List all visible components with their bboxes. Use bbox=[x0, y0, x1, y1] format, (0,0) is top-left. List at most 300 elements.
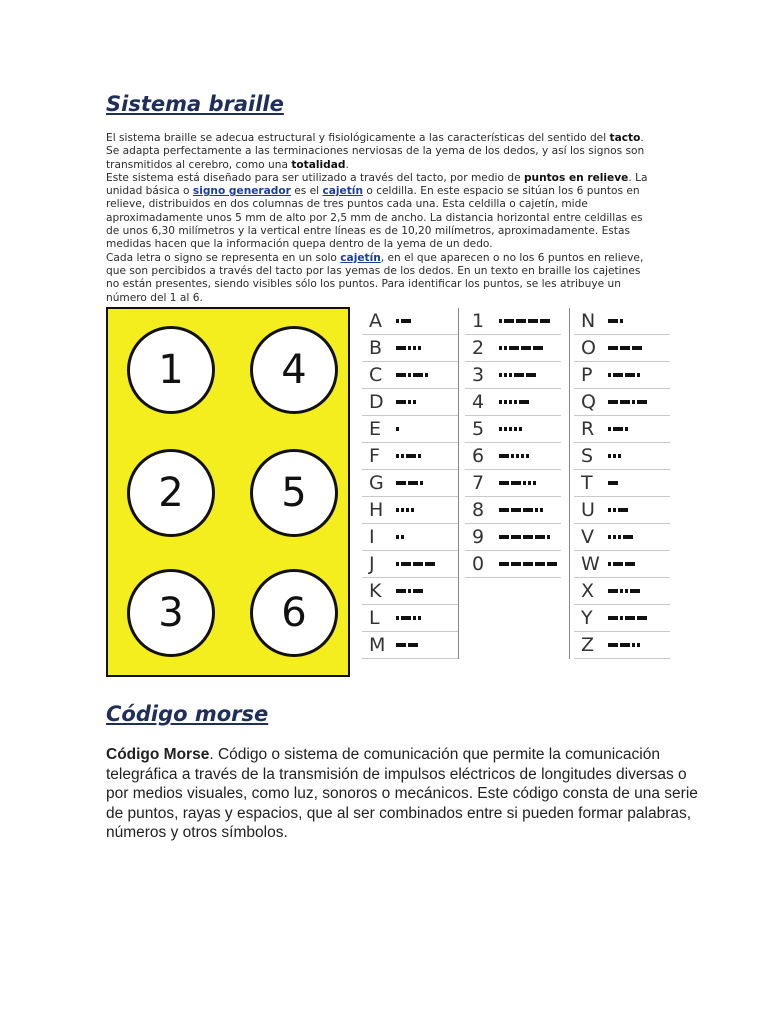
morse-row bbox=[362, 335, 458, 362]
morse-dash bbox=[630, 589, 640, 593]
morse-row bbox=[574, 470, 670, 497]
morse-dot bbox=[547, 535, 550, 539]
morse-dot bbox=[637, 643, 640, 647]
morse-dot bbox=[499, 346, 502, 350]
braille-cell-diagram bbox=[106, 307, 350, 677]
morse-code bbox=[499, 342, 545, 354]
morse-dot bbox=[499, 319, 502, 323]
morse-dash bbox=[608, 319, 618, 323]
morse-code bbox=[396, 450, 423, 462]
text-run: medidas hacen que la información quepa dentro de la yema de un dedo. bbox=[106, 238, 493, 251]
braille-paragraph-line bbox=[106, 185, 666, 198]
morse-code bbox=[499, 369, 538, 381]
morse-dash bbox=[540, 319, 550, 323]
morse-dot bbox=[620, 319, 623, 323]
morse-row bbox=[465, 524, 561, 551]
morse-character: I bbox=[369, 526, 375, 548]
morse-code bbox=[396, 315, 413, 327]
morse-row bbox=[465, 497, 561, 524]
morse-dash bbox=[499, 481, 509, 485]
morse-row bbox=[362, 470, 458, 497]
table-column-divider bbox=[569, 308, 570, 659]
morse-section-title: Código morse bbox=[106, 702, 269, 726]
morse-character: S bbox=[581, 445, 594, 467]
morse-character: W bbox=[581, 553, 600, 575]
morse-character: T bbox=[581, 472, 593, 494]
morse-dot bbox=[504, 373, 507, 377]
text-run: relieve, distribuidos en dos columnas de tres puntos cada una. Esta celdilla o cajetín, mide bbox=[106, 198, 588, 211]
morse-dot bbox=[632, 643, 635, 647]
morse-code bbox=[396, 369, 430, 381]
morse-code bbox=[608, 612, 649, 624]
morse-character: Z bbox=[581, 634, 595, 656]
morse-row bbox=[465, 389, 561, 416]
morse-character: 4 bbox=[472, 391, 485, 413]
morse-character: M bbox=[369, 634, 386, 656]
morse-dot bbox=[618, 535, 621, 539]
braille-paragraph-line bbox=[106, 172, 666, 185]
braille-paragraph-line bbox=[106, 238, 666, 251]
morse-dot bbox=[408, 346, 411, 350]
morse-dot bbox=[523, 481, 526, 485]
text-run: unidad básica o bbox=[106, 185, 193, 198]
text-run: es el bbox=[290, 185, 323, 198]
morse-dot bbox=[540, 508, 543, 512]
morse-character: A bbox=[369, 310, 382, 332]
morse-dot bbox=[408, 589, 411, 593]
morse-dot bbox=[514, 427, 517, 431]
morse-dash bbox=[625, 373, 635, 377]
morse-dash bbox=[620, 400, 630, 404]
morse-dot bbox=[625, 427, 628, 431]
morse-code bbox=[396, 504, 416, 516]
text-run: por medios visuales, como luz, sonoros o mecánicos. Este código consta de una serie bbox=[106, 785, 698, 803]
morse-dot bbox=[632, 400, 635, 404]
morse-dot bbox=[620, 616, 623, 620]
morse-dash bbox=[637, 616, 647, 620]
bold-text: Código Morse bbox=[106, 746, 210, 763]
bold-text: totalidad bbox=[291, 158, 346, 171]
text-run: aproximadamente unos 5 mm de alto por 2,5 mm de ancho. La distancia horizontal entre celdillas es bbox=[106, 211, 643, 224]
morse-dot bbox=[637, 373, 640, 377]
morse-dot bbox=[516, 454, 519, 458]
bold-text: tacto bbox=[609, 132, 641, 144]
morse-dash bbox=[413, 373, 423, 377]
braille-paragraph-line bbox=[106, 225, 666, 238]
morse-dash bbox=[523, 535, 533, 539]
morse-row bbox=[465, 416, 561, 443]
morse-code bbox=[608, 342, 644, 354]
morse-dot bbox=[608, 427, 611, 431]
text-run: número del 1 al 6. bbox=[106, 291, 203, 304]
morse-character: O bbox=[581, 337, 596, 359]
morse-character: N bbox=[581, 310, 596, 332]
text-run: El sistema braille se adecua estructural y fisiológicamente a las características del sentido del bbox=[106, 132, 610, 144]
morse-row bbox=[574, 551, 670, 578]
morse-row bbox=[574, 632, 670, 659]
morse-row bbox=[362, 551, 458, 578]
morse-dot bbox=[608, 454, 611, 458]
morse-character: K bbox=[369, 580, 382, 602]
morse-character: E bbox=[369, 418, 382, 440]
morse-code bbox=[396, 585, 425, 597]
morse-row bbox=[465, 551, 561, 578]
morse-paragraph-line bbox=[106, 765, 687, 785]
morse-character: B bbox=[369, 337, 383, 359]
text-run: o celdilla. En este espacio se sitúan los 6 puntos en bbox=[362, 185, 640, 198]
morse-row bbox=[362, 524, 458, 551]
morse-row bbox=[574, 443, 670, 470]
morse-character: Y bbox=[581, 607, 593, 629]
morse-row bbox=[362, 443, 458, 470]
morse-dash bbox=[528, 319, 538, 323]
braille-paragraph-line bbox=[106, 278, 666, 291]
morse-character: V bbox=[581, 526, 594, 548]
morse-row bbox=[362, 416, 458, 443]
morse-dash bbox=[618, 508, 628, 512]
morse-dash bbox=[413, 589, 423, 593]
braille-paragraph-line bbox=[106, 132, 666, 145]
morse-paragraph-line bbox=[106, 823, 666, 843]
braille-section-title: Sistema braille bbox=[106, 92, 284, 116]
morse-code bbox=[499, 423, 524, 435]
morse-dot bbox=[504, 400, 507, 404]
morse-dot bbox=[504, 427, 507, 431]
morse-dot bbox=[413, 346, 416, 350]
morse-dot bbox=[613, 508, 616, 512]
morse-dash bbox=[608, 346, 618, 350]
morse-dash bbox=[408, 643, 418, 647]
braille-description bbox=[106, 132, 666, 305]
morse-code bbox=[499, 396, 531, 408]
morse-row bbox=[362, 578, 458, 605]
morse-dash bbox=[396, 589, 406, 593]
morse-dash bbox=[401, 616, 411, 620]
morse-code bbox=[396, 477, 425, 489]
morse-dash bbox=[632, 346, 642, 350]
morse-character: 8 bbox=[472, 499, 485, 521]
morse-dash bbox=[396, 373, 406, 377]
morse-dot bbox=[509, 373, 512, 377]
morse-character: 0 bbox=[472, 553, 485, 575]
morse-dot bbox=[396, 319, 399, 323]
morse-dash bbox=[526, 373, 536, 377]
morse-dot bbox=[418, 616, 421, 620]
braille-paragraph-line bbox=[106, 212, 666, 225]
morse-dash bbox=[499, 508, 509, 512]
morse-code bbox=[396, 342, 423, 354]
morse-dash bbox=[401, 319, 411, 323]
morse-character: D bbox=[369, 391, 384, 413]
morse-dot bbox=[625, 589, 628, 593]
morse-dash bbox=[499, 562, 509, 566]
bold-text: puntos en relieve bbox=[523, 171, 629, 184]
morse-code bbox=[608, 639, 642, 651]
morse-character: U bbox=[581, 499, 595, 521]
morse-dot bbox=[401, 535, 404, 539]
morse-dash bbox=[499, 535, 509, 539]
morse-dash bbox=[396, 400, 406, 404]
braille-dot-4: 4 bbox=[250, 326, 338, 414]
morse-description bbox=[106, 745, 698, 843]
morse-dash bbox=[608, 643, 618, 647]
morse-dot bbox=[509, 427, 512, 431]
morse-character: J bbox=[369, 553, 375, 575]
morse-dot bbox=[528, 481, 531, 485]
morse-dot bbox=[408, 400, 411, 404]
morse-code bbox=[499, 504, 545, 516]
morse-dash bbox=[620, 346, 630, 350]
morse-dash bbox=[413, 562, 423, 566]
morse-dash bbox=[408, 481, 418, 485]
morse-row bbox=[574, 335, 670, 362]
morse-character: G bbox=[369, 472, 384, 494]
morse-dot bbox=[396, 616, 399, 620]
text-run: Este sistema está diseñado para ser utilizado a través del tacto, por medio de bbox=[106, 171, 524, 184]
text-run: Cada letra o signo se representa en un solo bbox=[106, 251, 341, 264]
morse-dash bbox=[625, 562, 635, 566]
morse-dash bbox=[396, 643, 406, 647]
morse-code bbox=[608, 423, 630, 435]
braille-paragraph-line bbox=[106, 265, 666, 278]
text-run: de puntos, rayas y espacios, que al ser combinados entre si pueden formar palabras, bbox=[106, 804, 692, 822]
morse-row bbox=[465, 308, 561, 335]
morse-dot bbox=[413, 400, 416, 404]
morse-dash bbox=[511, 481, 521, 485]
morse-code bbox=[608, 585, 642, 597]
morse-character: L bbox=[369, 607, 380, 629]
morse-row bbox=[574, 497, 670, 524]
braille-dot-1: 1 bbox=[127, 326, 215, 414]
morse-dot bbox=[608, 535, 611, 539]
morse-dot bbox=[408, 373, 411, 377]
morse-dot bbox=[526, 454, 529, 458]
morse-code bbox=[608, 531, 635, 543]
text-run: transmitidos al cerebro, como una bbox=[106, 158, 292, 171]
text-run: que son percibidos a través del tacto por las yemas de los dedos. En un texto en braille los cajetines bbox=[106, 264, 641, 277]
morse-dash bbox=[401, 562, 411, 566]
morse-row bbox=[574, 605, 670, 632]
morse-dot bbox=[535, 508, 538, 512]
morse-dot bbox=[499, 400, 502, 404]
text-link[interactable]: cajetín bbox=[322, 185, 363, 198]
table-column-divider bbox=[458, 308, 459, 659]
morse-dot bbox=[499, 373, 502, 377]
braille-dot-6: 6 bbox=[250, 569, 338, 657]
morse-dot bbox=[533, 481, 536, 485]
morse-dot bbox=[401, 508, 404, 512]
morse-dot bbox=[608, 508, 611, 512]
morse-code bbox=[396, 612, 423, 624]
morse-dash bbox=[396, 346, 406, 350]
morse-code bbox=[608, 477, 620, 489]
morse-row bbox=[574, 416, 670, 443]
morse-dot bbox=[618, 454, 621, 458]
morse-code bbox=[608, 450, 623, 462]
morse-dash bbox=[608, 616, 618, 620]
morse-dot bbox=[608, 373, 611, 377]
morse-character: P bbox=[581, 364, 593, 386]
morse-dash bbox=[425, 562, 435, 566]
braille-paragraph-line bbox=[106, 145, 666, 158]
text-link[interactable]: cajetín bbox=[340, 251, 381, 264]
morse-row bbox=[574, 524, 670, 551]
morse-dot bbox=[411, 508, 414, 512]
morse-character: 5 bbox=[472, 418, 485, 440]
morse-character: Q bbox=[581, 391, 596, 413]
morse-dash bbox=[519, 400, 529, 404]
morse-dash bbox=[608, 481, 618, 485]
morse-dash bbox=[613, 373, 623, 377]
morse-row bbox=[465, 443, 561, 470]
morse-row bbox=[362, 308, 458, 335]
morse-dash bbox=[523, 562, 533, 566]
braille-paragraph-line bbox=[106, 198, 666, 211]
morse-row bbox=[362, 497, 458, 524]
morse-character: 7 bbox=[472, 472, 485, 494]
morse-character: 3 bbox=[472, 364, 485, 386]
morse-row bbox=[465, 470, 561, 497]
morse-row bbox=[465, 362, 561, 389]
braille-paragraph-line bbox=[106, 292, 666, 305]
morse-code bbox=[396, 423, 401, 435]
text-run: no están presentes, siendo visibles sólo los puntos. Para identificar los puntos, se les atribuye un bbox=[106, 278, 621, 291]
morse-code bbox=[396, 639, 420, 651]
morse-dash bbox=[523, 508, 533, 512]
text-run: . La bbox=[628, 171, 648, 184]
morse-character: F bbox=[369, 445, 380, 467]
morse-dot bbox=[504, 346, 507, 350]
morse-dash bbox=[509, 346, 519, 350]
morse-row bbox=[362, 632, 458, 659]
braille-dot-2: 2 bbox=[127, 449, 215, 537]
morse-dot bbox=[418, 346, 421, 350]
morse-character: 6 bbox=[472, 445, 485, 467]
morse-dash bbox=[511, 508, 521, 512]
morse-dash bbox=[516, 319, 526, 323]
morse-dot bbox=[613, 454, 616, 458]
morse-dot bbox=[608, 562, 611, 566]
morse-code-table bbox=[362, 308, 674, 670]
braille-paragraph-line bbox=[106, 159, 666, 172]
morse-code bbox=[499, 315, 552, 327]
morse-code bbox=[608, 504, 630, 516]
morse-row bbox=[574, 362, 670, 389]
morse-dot bbox=[406, 508, 409, 512]
morse-row bbox=[574, 308, 670, 335]
text-run: de unos 6,30 milímetros y la vertical entre líneas es de 10,20 milímetros, aproximadamente. Estas bbox=[106, 225, 630, 238]
morse-dash bbox=[535, 535, 545, 539]
morse-row bbox=[362, 605, 458, 632]
text-run: números y otros símbolos. bbox=[106, 824, 288, 842]
morse-row bbox=[574, 389, 670, 416]
morse-character: X bbox=[581, 580, 595, 602]
morse-character: H bbox=[369, 499, 384, 521]
morse-dot bbox=[420, 481, 423, 485]
morse-dot bbox=[613, 535, 616, 539]
text-run: . bbox=[640, 132, 644, 144]
morse-code bbox=[608, 558, 637, 570]
morse-dot bbox=[514, 400, 517, 404]
morse-dash bbox=[533, 346, 543, 350]
morse-dash bbox=[613, 427, 623, 431]
morse-code bbox=[396, 396, 418, 408]
text-run: telegráfica a través de la transmisión de impulsos eléctricos de longitudes diversas o bbox=[106, 765, 687, 783]
morse-dash bbox=[637, 400, 647, 404]
morse-code bbox=[608, 315, 625, 327]
morse-dash bbox=[504, 319, 514, 323]
braille-paragraph-line bbox=[106, 252, 666, 265]
morse-dash bbox=[623, 535, 633, 539]
morse-character: 2 bbox=[472, 337, 485, 359]
morse-row bbox=[465, 335, 561, 362]
morse-character: R bbox=[581, 418, 595, 440]
morse-dot bbox=[509, 400, 512, 404]
morse-dash bbox=[613, 562, 623, 566]
morse-dash bbox=[521, 346, 531, 350]
text-link[interactable]: signo generador bbox=[192, 185, 291, 198]
morse-code bbox=[499, 531, 552, 543]
morse-row bbox=[574, 578, 670, 605]
morse-code bbox=[499, 450, 531, 462]
morse-dash bbox=[608, 589, 618, 593]
morse-code bbox=[396, 531, 406, 543]
morse-dash bbox=[608, 400, 618, 404]
morse-dash bbox=[406, 454, 416, 458]
text-run: , en el que aparecen o no los 6 puntos en relieve, bbox=[380, 251, 644, 264]
morse-dot bbox=[418, 454, 421, 458]
morse-dot bbox=[511, 454, 514, 458]
morse-dash bbox=[511, 535, 521, 539]
morse-dot bbox=[396, 562, 399, 566]
morse-dot bbox=[413, 616, 416, 620]
morse-dot bbox=[396, 508, 399, 512]
text-run: . bbox=[345, 158, 349, 171]
morse-dot bbox=[519, 427, 522, 431]
braille-dot-3: 3 bbox=[127, 569, 215, 657]
morse-code bbox=[499, 558, 559, 570]
morse-dash bbox=[514, 373, 524, 377]
morse-dot bbox=[401, 454, 404, 458]
text-run: . Código o sistema de comunicación que permite la comunicación bbox=[209, 746, 660, 763]
morse-dot bbox=[396, 427, 399, 431]
morse-code bbox=[499, 477, 538, 489]
morse-character: C bbox=[369, 364, 383, 386]
braille-dot-5: 5 bbox=[250, 449, 338, 537]
morse-dash bbox=[535, 562, 545, 566]
morse-row bbox=[362, 362, 458, 389]
morse-character: 1 bbox=[472, 310, 485, 332]
morse-dot bbox=[396, 535, 399, 539]
morse-row bbox=[362, 389, 458, 416]
morse-dot bbox=[521, 454, 524, 458]
morse-dot bbox=[499, 427, 502, 431]
morse-code bbox=[608, 396, 649, 408]
morse-code bbox=[396, 558, 437, 570]
morse-code bbox=[608, 369, 642, 381]
text-run: Se adapta perfectamente a las terminaciones nerviosas de la yema de los dedos, y así los signos son bbox=[106, 145, 645, 158]
morse-dash bbox=[499, 454, 509, 458]
morse-dash bbox=[396, 481, 406, 485]
morse-dash bbox=[547, 562, 557, 566]
morse-dash bbox=[620, 643, 630, 647]
morse-dash bbox=[511, 562, 521, 566]
morse-dot bbox=[620, 589, 623, 593]
morse-dot bbox=[425, 373, 428, 377]
morse-paragraph-line bbox=[106, 745, 666, 765]
morse-character: 9 bbox=[472, 526, 485, 548]
morse-dash bbox=[625, 616, 635, 620]
